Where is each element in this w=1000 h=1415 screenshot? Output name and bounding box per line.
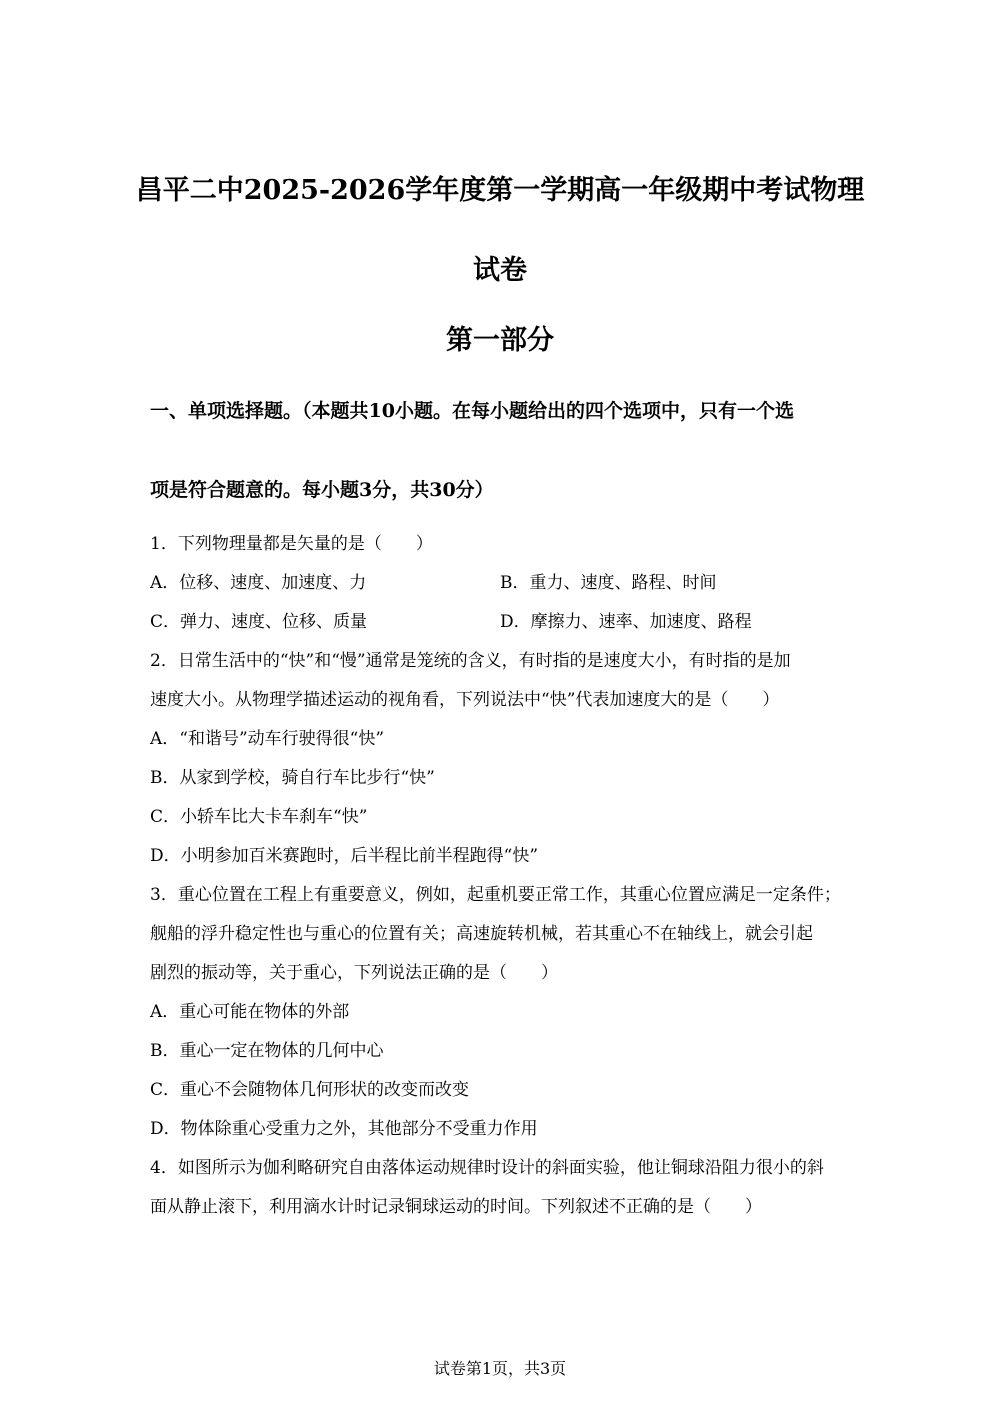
- question-3-option-a: A．重心可能在物体的外部: [150, 1002, 350, 1022]
- exam-title-line2: 试卷: [473, 255, 527, 286]
- question-4-stem-line2: 面从静止滚下，利用滴水计时记录铜球运动的时间。下列叙述不正确的是（ ）: [150, 1197, 762, 1217]
- question-2-option-c: C．小轿车比大卡车刹车“快”: [150, 807, 368, 827]
- question-1-option-a: A．位移、速度、加速度、力: [150, 573, 367, 593]
- exam-title-line1: 昌平二中2025-2026学年度第一学期高一年级期中考试物理: [135, 175, 865, 206]
- question-2-stem-line1: 2．日常生活中的“快”和“慢”通常是笼统的含义，有时指的是速度大小，有时指的是加: [150, 651, 791, 671]
- question-2-stem-line2: 速度大小。从物理学描述运动的视角看，下列说法中“快”代表加速度大的是（ ）: [150, 690, 780, 710]
- question-3-stem-line2: 舰船的浮升稳定性也与重心的位置有关；高速旋转机械，若其重心不在轴线上，就会引起: [150, 924, 813, 944]
- question-3-option-b: B．重心一定在物体的几何中心: [150, 1041, 384, 1061]
- question-3-option-d: D．物体除重心受重力之外，其他部分不受重力作用: [150, 1119, 538, 1139]
- question-2-option-d: D．小明参加百米赛跑时，后半程比前半程跑得“快”: [150, 846, 539, 866]
- question-1-stem: 1．下列物理量都是矢量的是（ ）: [150, 534, 433, 554]
- question-4-stem-line1: 4．如图所示为伽利略研究自由落体运动规律时设计的斜面实验，他让铜球沿阻力很小的斜: [150, 1158, 824, 1178]
- section-heading-line1: 一、单项选择题。（本题共10小题。在每小题给出的四个选项中，只有一个选: [150, 400, 794, 422]
- section-heading-line2: 项是符合题意的。每小题3分，共30分）: [150, 479, 494, 501]
- question-1-option-d: D．摩擦力、速率、加速度、路程: [500, 612, 752, 632]
- question-2-option-b: B．从家到学校，骑自行车比步行“快”: [150, 768, 435, 788]
- question-2-option-a: A．“和谐号”动车行驶得很“快”: [150, 729, 385, 749]
- question-3-option-c: C．重心不会随物体几何形状的改变而改变: [150, 1080, 470, 1100]
- question-3-stem-line3: 剧烈的振动等，关于重心，下列说法正确的是（ ）: [150, 963, 558, 983]
- page-footer: 试卷第1页，共3页: [433, 1359, 567, 1378]
- question-1-option-c: C．弹力、速度、位移、质量: [150, 612, 368, 632]
- part-heading: 第一部分: [446, 325, 554, 356]
- question-1-option-b: B．重力、速度、路程、时间: [500, 573, 717, 593]
- question-3-stem-line1: 3．重心位置在工程上有重要意义，例如，起重机要正常工作，其重心位置应满足一定条件；: [150, 885, 841, 905]
